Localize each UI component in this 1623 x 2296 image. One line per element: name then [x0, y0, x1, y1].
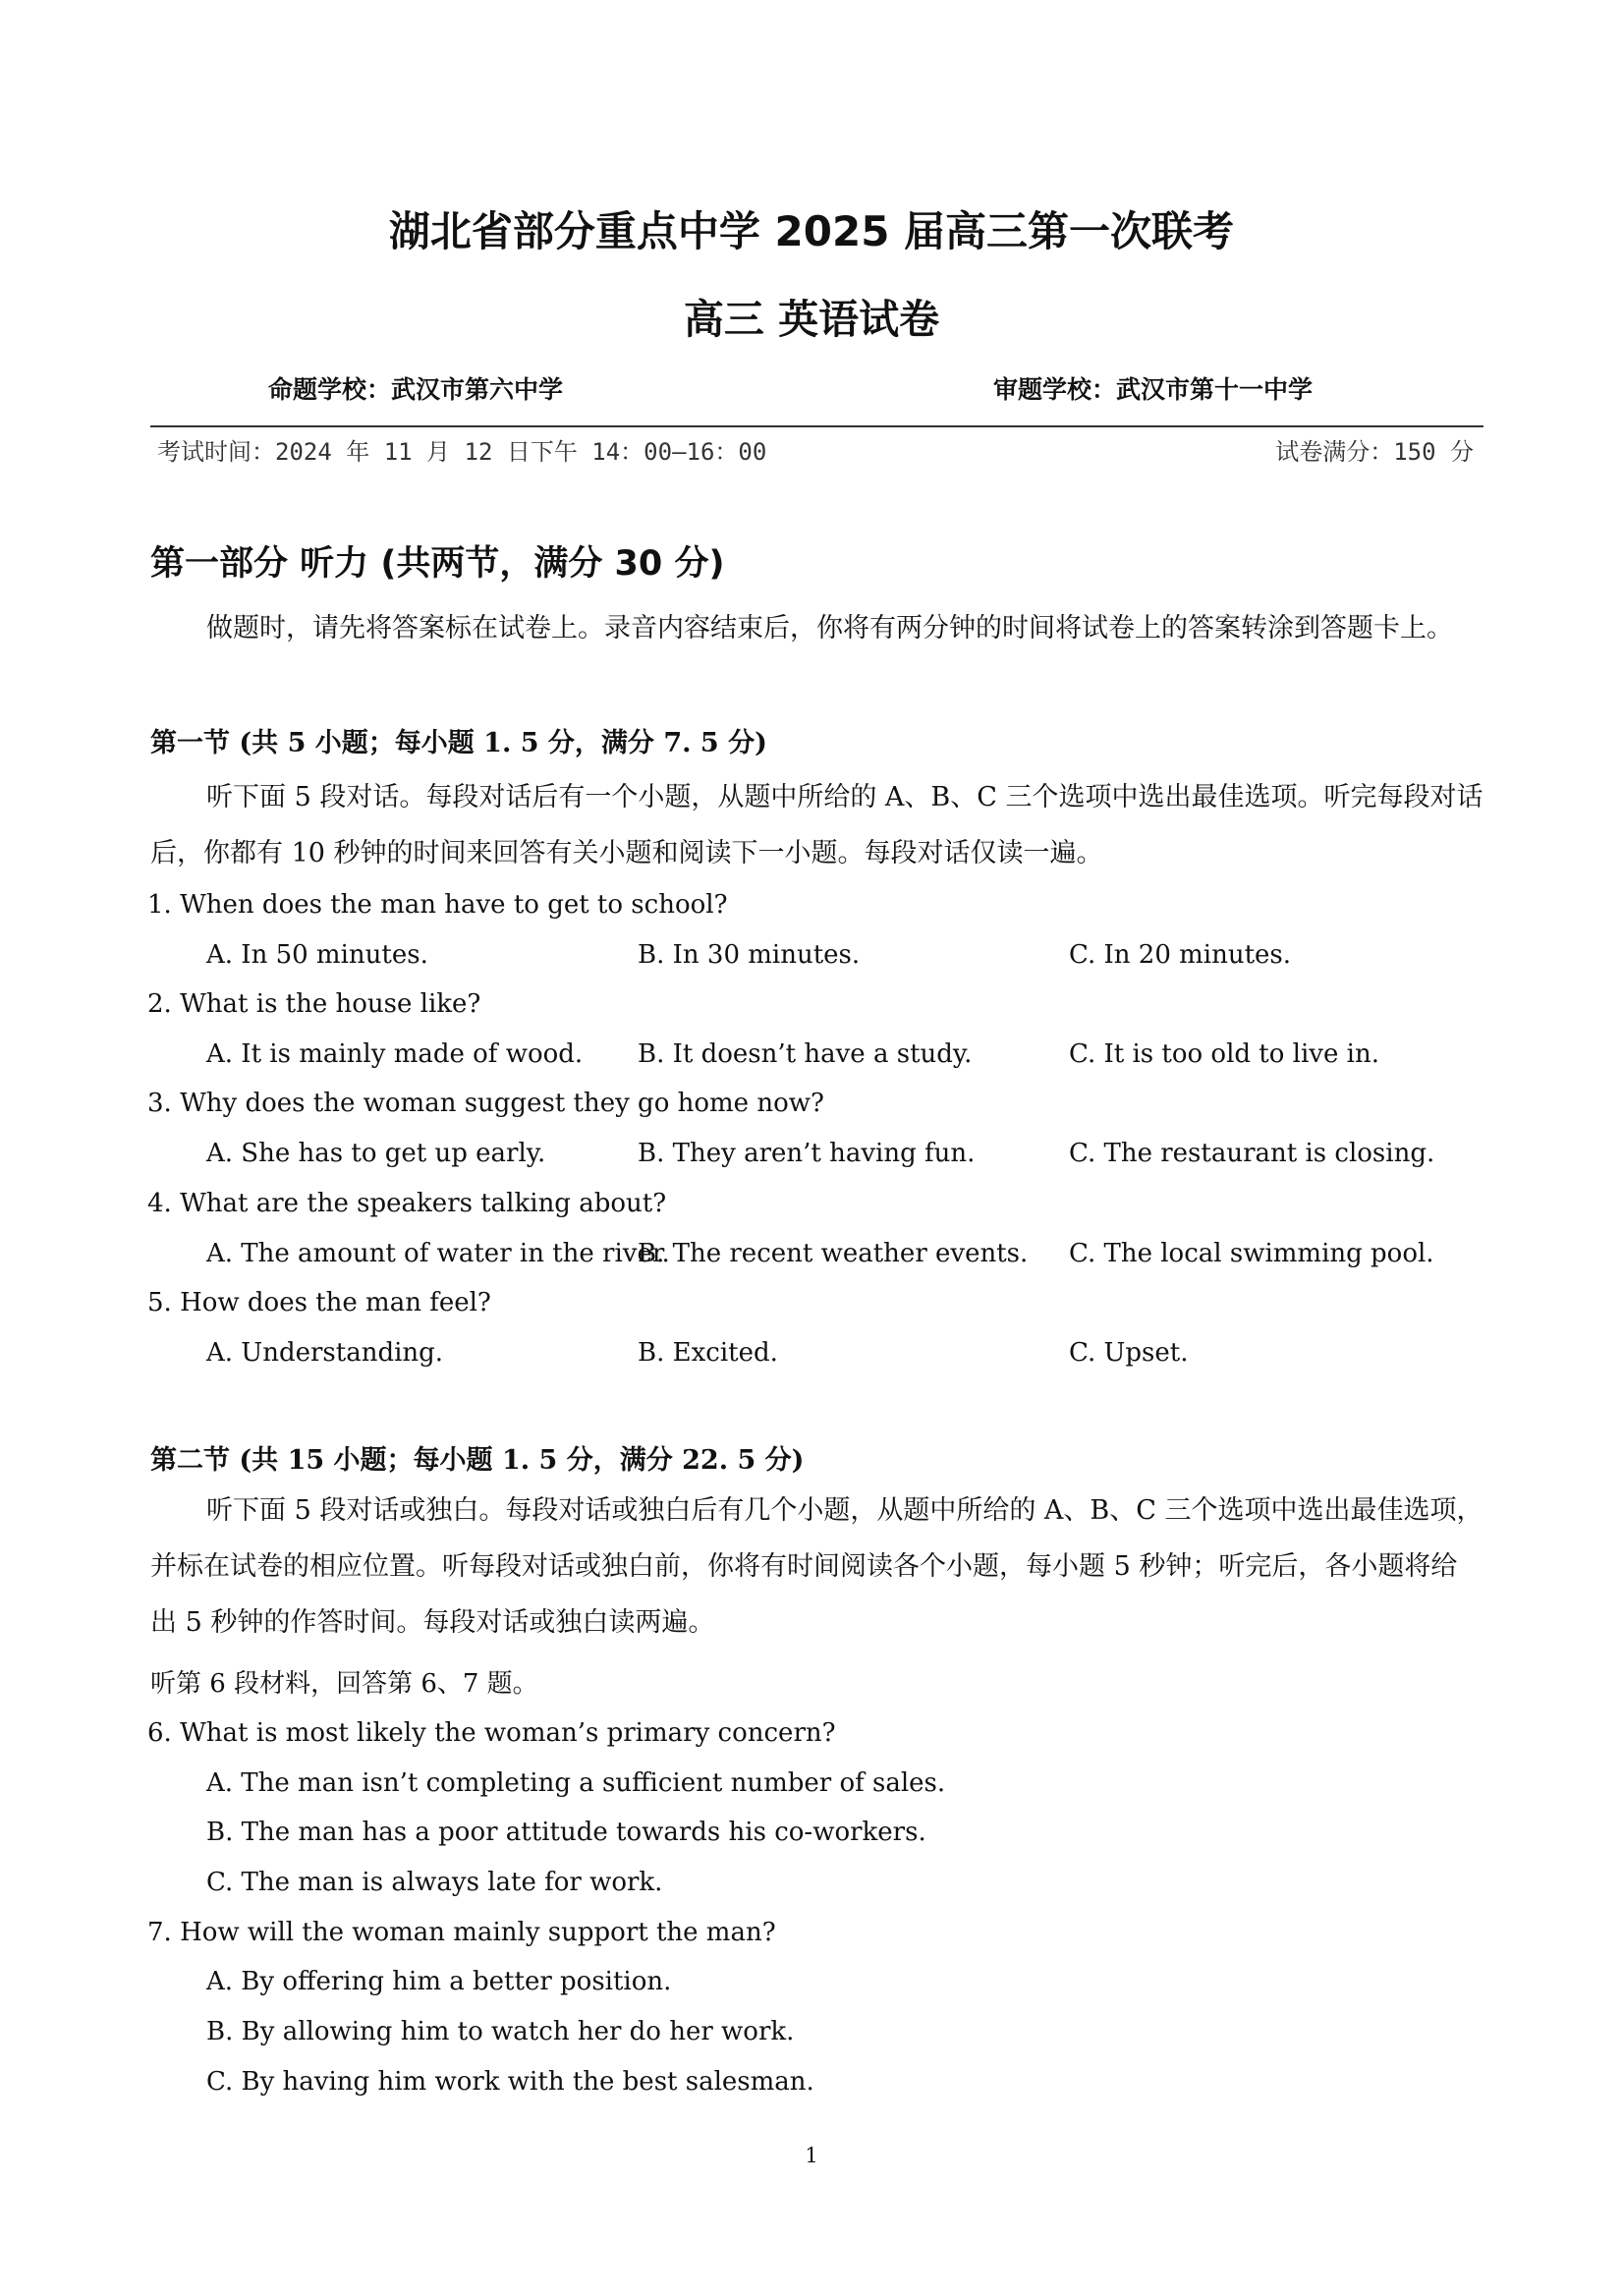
reviewer-school: 审题学校：武汉市第十一中学	[993, 375, 1314, 404]
page-number: 1	[805, 2144, 818, 2167]
q3-option-a: A. She has to get up early.	[206, 1139, 546, 1168]
header-divider	[150, 425, 1483, 427]
q5-option-b: B. Excited.	[638, 1338, 778, 1368]
section1-heading: 第一节 (共 5 小题；每小题 1. 5 分，满分 7. 5 分)	[150, 728, 767, 758]
full-score: 试卷满分：150 分	[1275, 438, 1474, 466]
q6-option-b: B. The man has a poor attitude towards his co-workers.	[206, 1818, 926, 1847]
q4-option-b: B. The recent weather events.	[638, 1239, 1029, 1268]
question-5: 5. How does the man feel?	[147, 1288, 491, 1317]
question-4: 4. What are the speakers talking about?	[147, 1189, 667, 1218]
exam-title: 湖北省部分重点中学 2025 届高三第一次联考	[388, 207, 1235, 255]
exam-time: 考试时间：2024 年 11 月 12 日下午 14：00—16：00	[157, 438, 767, 466]
q7-option-a: A. By offering him a better position.	[206, 1967, 672, 1996]
material-note: 听第 6 段材料，回答第 6、7 题。	[150, 1669, 538, 1699]
q4-option-a: A. The amount of water in the river.	[206, 1239, 670, 1268]
question-6: 6. What is most likely the woman’s primary concern?	[147, 1718, 836, 1748]
q5-option-a: A. Understanding.	[206, 1338, 444, 1368]
q6-option-c: C. The man is always late for work.	[206, 1868, 663, 1897]
q2-option-a: A. It is mainly made of wood.	[206, 1039, 584, 1069]
q3-option-b: B. They aren’t having fun.	[638, 1139, 976, 1168]
section2-heading: 第二节 (共 15 小题；每小题 1. 5 分，满分 22. 5 分)	[150, 1445, 805, 1476]
q2-option-b: B. It doesn’t have a study.	[638, 1039, 973, 1069]
q7-option-b: B. By allowing him to watch her do her work.	[206, 2017, 795, 2046]
section2-instruction: 听下面 5 段对话或独白。每段对话或独白后有几个小题，从题中所给的 A、B、C 三个选项中选出最佳选项，并标在试卷的相应位置。听每段对话或独白前，你将有时间阅读各个小题，每小题 5 秒钟；听完后，各小题将给出 5 秒钟的作答时间。每段对话或独白读两遍。	[150, 1495, 1483, 1638]
q1-option-b: B. In 30 minutes.	[638, 940, 861, 970]
question-7: 7. How will the woman mainly support the man?	[147, 1918, 776, 1947]
q5-option-c: C. Upset.	[1069, 1338, 1189, 1368]
question-2: 2. What is the house like?	[147, 989, 481, 1019]
question-3: 3. Why does the woman suggest they go home now?	[147, 1089, 824, 1118]
question-1: 1. When does the man have to get to school?	[147, 890, 728, 920]
q6-option-a: A. The man isn’t completing a sufficient number of sales.	[206, 1768, 946, 1798]
q4-option-c: C. The local swimming pool.	[1069, 1239, 1434, 1268]
q1-option-c: C. In 20 minutes.	[1069, 940, 1292, 970]
part1-instruction: 做题时，请先将答案标在试卷上。录音内容结束后，你将有两分钟的时间将试卷上的答案转涂到答题卡上。	[206, 613, 1453, 644]
section1-instruction: 听下面 5 段对话。每段对话后有一个小题，从题中所给的 A、B、C 三个选项中选出最佳选项。听完每段对话后，你都有 10 秒钟的时间来回答有关小题和阅读下一小题。每段对话仅读一遍。	[150, 782, 1483, 868]
q1-option-a: A. In 50 minutes.	[206, 940, 428, 970]
part1-heading: 第一部分 听力 (共两节，满分 30 分)	[150, 544, 725, 584]
q2-option-c: C. It is too old to live in.	[1069, 1039, 1379, 1069]
q3-option-c: C. The restaurant is closing.	[1069, 1139, 1435, 1168]
setter-school: 命题学校：武汉市第六中学	[268, 375, 564, 404]
q7-option-c: C. By having him work with the best salesman.	[206, 2067, 814, 2097]
exam-subtitle: 高三 英语试卷	[683, 296, 940, 343]
